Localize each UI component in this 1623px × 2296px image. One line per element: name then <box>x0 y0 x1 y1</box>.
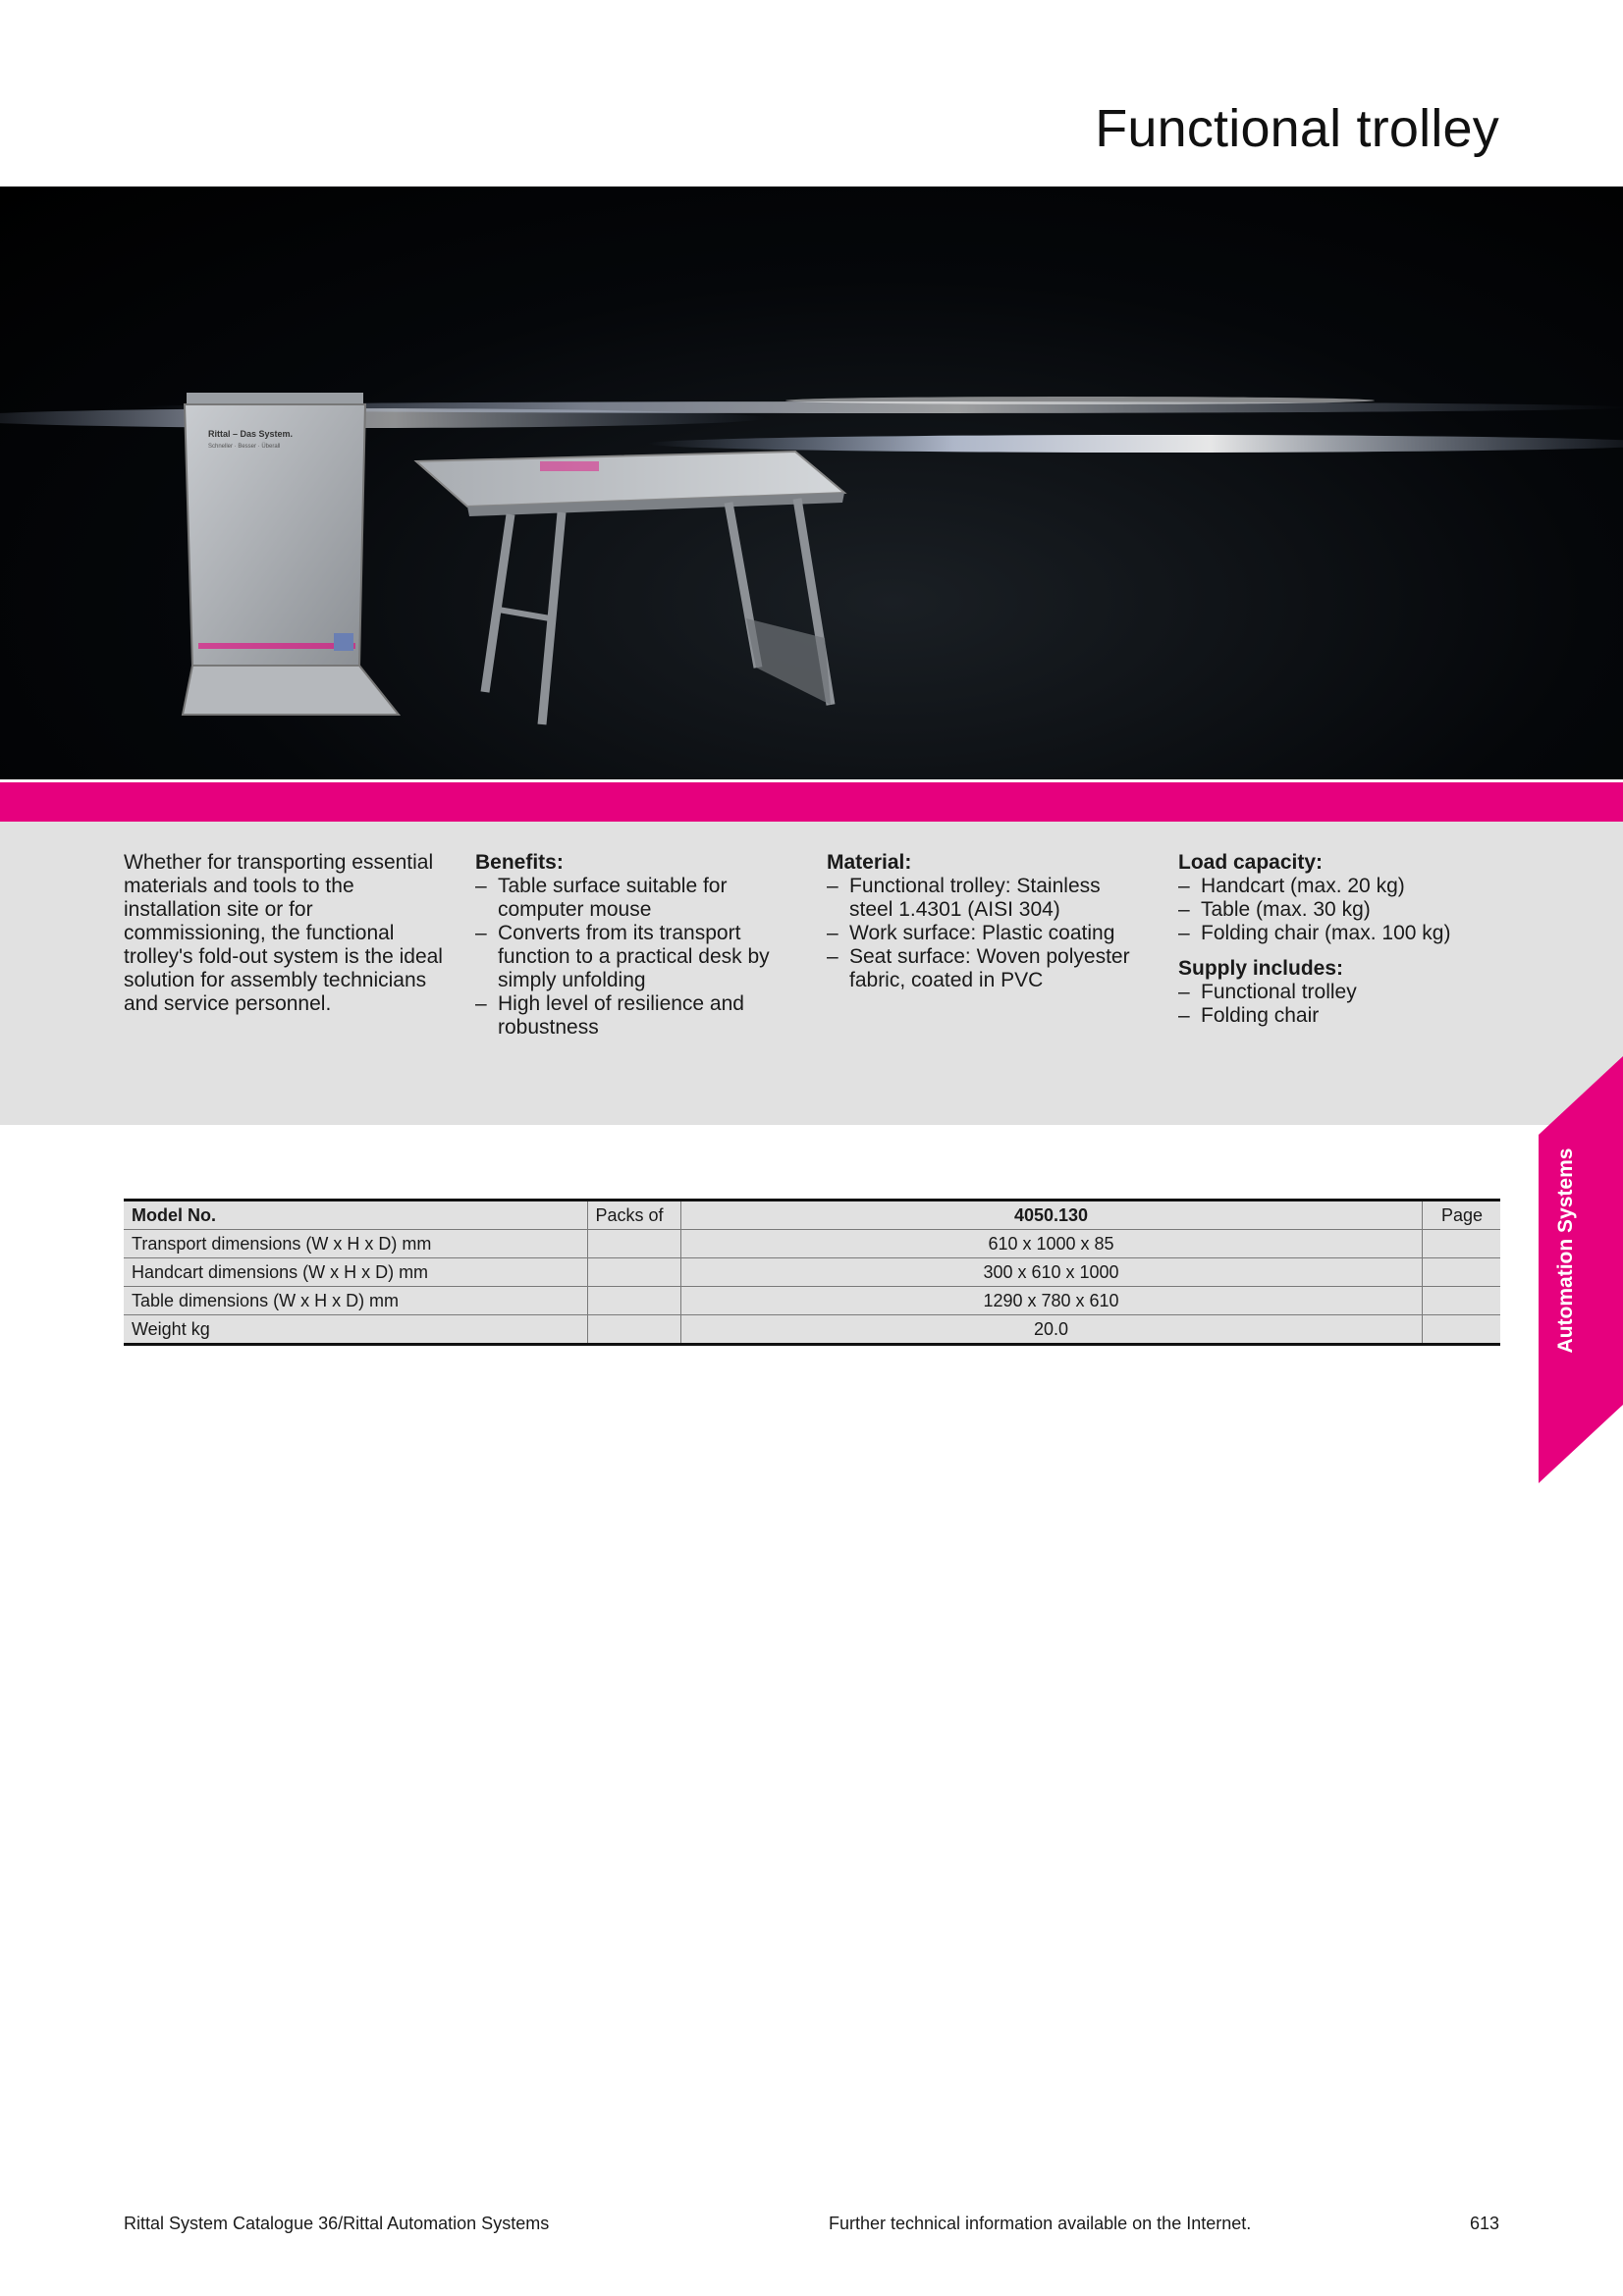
page-number: 613 <box>1469 2214 1499 2233</box>
row-packs <box>587 1287 680 1315</box>
table-row <box>124 1230 1500 1258</box>
info-panel <box>0 822 1623 1125</box>
row-packs <box>587 1258 680 1287</box>
benefits-list <box>475 875 789 1040</box>
row-value: 1290 x 780 x 610 <box>680 1287 1422 1315</box>
list-item: – Handcart (max. 20 kg) <box>1178 875 1492 898</box>
table-row <box>124 1315 1500 1345</box>
list-item: – Seat surface: Woven polyester fabric, coated in PVC <box>827 945 1141 992</box>
list-item: – Work surface: Plastic coating <box>827 922 1141 945</box>
svg-text:Schneller · Besser · Überall: Schneller · Besser · Überall <box>208 444 281 450</box>
row-page <box>1422 1230 1500 1258</box>
row-label: Table dimensions (W x H x D) mm <box>124 1287 587 1315</box>
footer-info: Further technical information available on the Internet. <box>829 2214 1252 2233</box>
benefits-column <box>475 851 789 1040</box>
table-row <box>124 1287 1500 1315</box>
row-value: 610 x 1000 x 85 <box>680 1230 1422 1258</box>
material-column <box>827 851 1141 992</box>
product-illustration <box>0 187 1623 779</box>
page-header: Page <box>1422 1201 1500 1230</box>
supply-list <box>1178 981 1492 1028</box>
supply-heading: Supply includes: <box>1178 957 1344 980</box>
material-list <box>827 875 1141 992</box>
light-streak <box>785 397 1375 404</box>
accent-band <box>0 782 1623 822</box>
row-value: 300 x 610 x 1000 <box>680 1258 1422 1287</box>
row-page <box>1422 1287 1500 1315</box>
product-photo <box>0 187 1623 779</box>
intro-column <box>124 851 448 1016</box>
folding-table <box>416 452 844 724</box>
list-item: – Table (max. 30 kg) <box>1178 898 1492 922</box>
intro-text: Whether for transporting essential materials and tools to the installation site or for commissioning, the functional trolley's fold-out system is the ideal solution for assembly technicians and service personnel. <box>124 851 443 1015</box>
section-tab[interactable] <box>1539 1056 1623 1483</box>
table-header-row <box>124 1201 1500 1230</box>
row-label: Handcart dimensions (W x H x D) mm <box>124 1258 587 1287</box>
load-capacity-heading: Load capacity: <box>1178 851 1324 874</box>
load-capacity-column <box>1178 851 1492 1028</box>
list-item: – Functional trolley: Stainless steel 1.4301 (AISI 304) <box>827 875 1141 922</box>
handcart-board <box>183 393 399 715</box>
list-item: – Functional trolley <box>1178 981 1492 1004</box>
list-item: – Folding chair (max. 100 kg) <box>1178 922 1492 945</box>
list-item: – Converts from its transport function to a practical desk by simply unfolding <box>475 922 789 992</box>
page-title: Functional trolley <box>1095 99 1499 158</box>
footer-catalogue: Rittal System Catalogue 36/Rittal Automation Systems <box>124 2214 550 2233</box>
model-no-header: Model No. <box>124 1201 587 1230</box>
svg-text:Rittal – Das System.: Rittal – Das System. <box>208 429 294 439</box>
row-label: Weight kg <box>124 1315 587 1345</box>
row-page <box>1422 1315 1500 1345</box>
row-packs <box>587 1315 680 1345</box>
list-item: – Table surface suitable for computer mouse <box>475 875 789 922</box>
section-tab-label[interactable]: Automation Systems <box>1554 1148 1577 1354</box>
table-row <box>124 1258 1500 1287</box>
model-number: 4050.130 <box>680 1201 1422 1230</box>
row-label: Transport dimensions (W x H x D) mm <box>124 1230 587 1258</box>
spec-table <box>124 1199 1500 1346</box>
row-page <box>1422 1258 1500 1287</box>
packs-header: Packs of <box>587 1201 680 1230</box>
material-heading: Material: <box>827 851 912 874</box>
list-item: – Folding chair <box>1178 1004 1492 1028</box>
light-streak <box>648 435 1623 453</box>
load-capacity-list <box>1178 875 1492 945</box>
row-packs <box>587 1230 680 1258</box>
benefits-heading: Benefits: <box>475 851 564 874</box>
row-value: 20.0 <box>680 1315 1422 1345</box>
list-item: – High level of resilience and robustness <box>475 992 789 1040</box>
